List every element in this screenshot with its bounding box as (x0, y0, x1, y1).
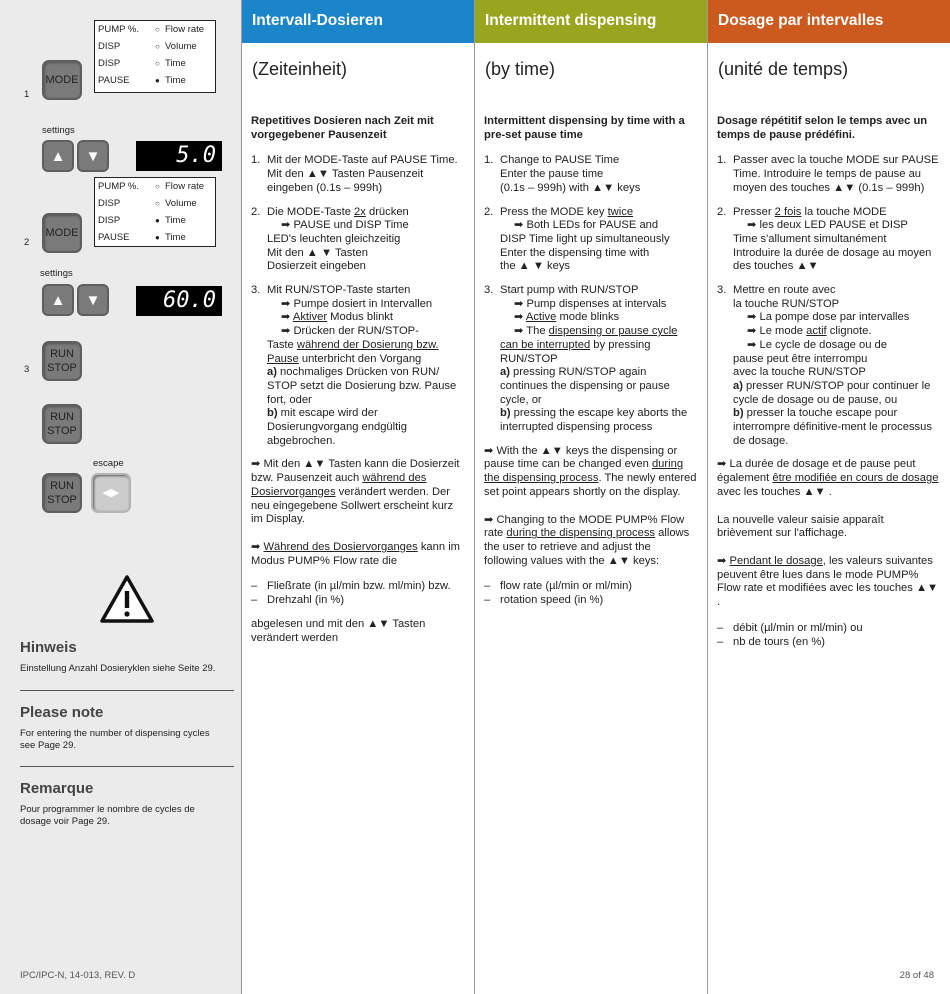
run-stop-button[interactable] (42, 473, 82, 513)
up-arrow-button[interactable] (42, 284, 74, 316)
settings-label: settings (42, 125, 75, 136)
paragraph-text-underlined: during the dispensing process (506, 527, 656, 540)
option-label: a) (267, 366, 277, 379)
step-text: Press the MODE key (500, 205, 608, 218)
option-label: a) (500, 366, 510, 379)
mode-button-label: MODE (45, 227, 79, 239)
step-line: ➡ Pumpe dosiert in Intervallen (281, 297, 433, 310)
step-text-underlined: während der Dosierung bzw. Pause (267, 338, 439, 365)
step-line: the ▲ ▼ keys (500, 260, 571, 273)
mode-value-label: Time (165, 215, 186, 226)
step-text: pressing the escape key aborts the interrupted dispensing process (500, 407, 688, 434)
step-line: Introduire la durée de dosage au moyen des touches ▲▼ (733, 246, 932, 273)
column-header: Intermittent dispensing (475, 0, 707, 43)
dash-list (717, 622, 940, 649)
mode-led-table-1 (94, 20, 216, 93)
step-text: drücken (365, 205, 409, 218)
paragraph-text: , les valeurs suivantes peuvent être lues dans le mode PUMP% Flow rate et modifiées avec les touches ▲▼ . (717, 554, 939, 609)
dash-item: – flow rate (µl/min or ml/min) (484, 580, 697, 594)
run-label: RUN (50, 348, 74, 360)
dash-list (484, 580, 697, 607)
step-line (500, 366, 697, 407)
step-text: presser RUN/STOP pour continuer le cycle de dosage ou de pause, ou (733, 379, 931, 406)
step-line: ➡ Le cycle de dosage ou de (747, 338, 887, 351)
lead-text: Intermittent dispensing by time with a pre-set pause time (484, 115, 685, 141)
step-line (500, 407, 697, 434)
step-number: 2. (251, 205, 261, 218)
column-english (475, 0, 708, 994)
run-stop-button-label (47, 479, 77, 507)
paragraph (251, 541, 464, 568)
page-number: 28 of 48 (899, 970, 934, 981)
sidebar (0, 0, 242, 994)
note-text-en: For entering the number of dispensing cycles see Page 29. (20, 728, 210, 751)
column-header: Dosage par intervalles (708, 0, 950, 43)
mode-row (95, 55, 215, 72)
step-list (251, 154, 464, 448)
step-line: la touche RUN/STOP (733, 297, 840, 310)
paragraph (717, 458, 940, 499)
step-item (717, 206, 940, 275)
led-icon: ○ (155, 199, 160, 208)
led-icon: ○ (155, 42, 160, 51)
mode-row (95, 229, 215, 246)
step-item (251, 206, 464, 275)
note-title-en: Please note (20, 704, 104, 721)
step-line: Enter the dispensing time with (500, 246, 650, 259)
step-line (500, 206, 697, 220)
column-body (475, 107, 707, 608)
step-text: Taste (267, 338, 297, 351)
settings-label: settings (40, 268, 73, 279)
column-header: Intervall-Dosieren (242, 0, 474, 43)
lead-text: Dosage répétitif selon le temps avec un temps de pause prédéfini. (717, 115, 928, 141)
step-text: Die MODE-Taste (267, 205, 355, 218)
step-line: (0.1s – 999h) with ▲▼ keys (500, 181, 641, 194)
step-text: ➡ The (514, 325, 549, 338)
paragraph (484, 445, 697, 500)
step-list (717, 154, 940, 448)
mode-row (95, 72, 215, 89)
down-arrow-icon: ▼ (85, 147, 101, 165)
mode-key-label: DISP (98, 198, 121, 209)
divider (20, 690, 234, 691)
paragraph-text-underlined: Während des Dosiervorganges (263, 540, 418, 553)
stop-label: STOP (47, 362, 77, 374)
mode-led-table-2 (94, 177, 216, 247)
step-line: ➡ PAUSE und DISP Time (281, 219, 409, 232)
mode-row (95, 195, 215, 212)
column-german (242, 0, 475, 994)
step-text-underlined: dispensing or pause cycle can be interrupted (500, 325, 678, 351)
paragraph (251, 458, 464, 527)
led-icon: ● (155, 216, 160, 225)
option-label: a) (733, 379, 743, 392)
step-text: Passer avec la touche MODE sur PAUSE Time. Introduire le temps de pause au moyen des touches ▲▼ (0.1s – 999h) (733, 154, 939, 194)
step-text: ➡ Le mode (747, 325, 807, 338)
mode-key-label: DISP (98, 41, 121, 52)
paragraph (717, 555, 940, 610)
paragraph: abgelesen und mit den ▲▼ Tasten verändert werden (251, 617, 426, 644)
step-text: nochmaliges Drücken von RUN/ STOP setzt die Dosierung bzw. Pause fort, oder (267, 366, 457, 406)
escape-label: escape (93, 458, 124, 469)
step-line: ➡ Both LEDs for PAUSE and (514, 219, 659, 232)
step-number: 2. (484, 205, 494, 218)
mode-value-label: Time (165, 58, 186, 69)
step-line: DISP Time light up simultaneously (500, 232, 670, 245)
step-item (484, 284, 697, 435)
mode-value-label: Flow rate (165, 181, 205, 192)
paragraph-text: allows the user to retrieve and adjust the following values with the ▲▼ keys: (484, 527, 690, 567)
step-line (500, 325, 697, 366)
value-display: 60.0 (136, 286, 222, 316)
step-line (733, 325, 940, 339)
step-text-underlined: 2x (354, 205, 366, 218)
up-arrow-icon: ▲ (50, 147, 66, 165)
paragraph-text-underlined: Pendant le dosage (729, 554, 823, 567)
stop-label: STOP (47, 425, 77, 437)
mode-value-label: Time (165, 232, 186, 243)
step-text: ➡ (514, 311, 526, 324)
step-text: mit escape wird der Dosierungvorgang endgültig abgebrochen. (267, 407, 407, 447)
escape-arrows-icon: ◀▶ (102, 487, 120, 499)
step-number: 1. (484, 154, 494, 167)
step-item (251, 284, 464, 448)
mode-button[interactable] (42, 60, 82, 100)
paragraph-text-underlined: während des Dosiervorganges (251, 472, 427, 498)
option-label: b) (267, 407, 278, 420)
value-display: 5.0 (136, 141, 222, 171)
divider (20, 766, 234, 767)
down-arrow-icon: ▼ (85, 291, 101, 309)
step-number: 3. (717, 284, 727, 297)
step-text-underlined: Aktiver (292, 311, 328, 324)
step-text-underlined: 2 fois (774, 205, 802, 218)
run-label: RUN (50, 411, 74, 423)
step-number: 1. (717, 154, 727, 167)
step-line: Time s'allument simultanément (733, 232, 887, 245)
step-item (717, 284, 940, 448)
paragraph-text: ➡ Mit den ▲▼ Tasten kann die Dosierzeit bzw. Pausenzeit auch (251, 458, 460, 485)
paragraph-text: ➡ (251, 540, 264, 553)
mode-row (95, 212, 215, 229)
mode-value-label: Time (165, 75, 186, 86)
warning-icon (100, 574, 154, 624)
step-item (717, 154, 940, 195)
paragraph-text: avec les touches ▲▼ . (717, 485, 832, 498)
step-line: ➡ La pompe dose par intervalles (747, 311, 910, 324)
paragraph-text: ➡ La durée de dosage et de pause peut également (717, 458, 916, 485)
paragraph-text: ➡ Changing to the MODE PUMP% Flow rate (484, 513, 685, 540)
step-number: 2. (717, 205, 727, 218)
column-subtitle: (unité de temps) (718, 59, 849, 79)
paragraph: La nouvelle valeur saisie apparaît brièvement sur l'affichage. (717, 513, 884, 540)
step-line: Start pump with RUN/STOP (500, 284, 639, 297)
run-label: RUN (50, 480, 74, 492)
step-line (267, 339, 464, 366)
step-text: presser la touche escape pour interrompre définitive-ment le processus de dosage. (733, 407, 932, 447)
mode-value-label: Flow rate (165, 24, 205, 35)
mode-row (95, 178, 215, 195)
dash-item: – débit (µl/min or ml/min) ou (717, 622, 940, 636)
run-stop-button[interactable] (42, 404, 82, 444)
mode-value-label: Volume (165, 41, 197, 52)
paragraph-text: ➡ (717, 554, 730, 567)
step-number: 1 (24, 89, 30, 100)
mode-button[interactable] (42, 213, 82, 253)
column-french (708, 0, 950, 994)
step-text: ➡ (281, 311, 293, 324)
led-icon: ○ (155, 182, 160, 191)
step-item (484, 206, 697, 275)
mode-row (95, 38, 215, 55)
down-arrow-button[interactable] (77, 140, 109, 172)
step-text-underlined: twice (607, 205, 634, 218)
step-text: unterbricht den Vorgang (298, 352, 422, 365)
column-subtitle: (by time) (485, 59, 556, 79)
paragraph-text: kann im Modus PUMP% Flow rate die (251, 540, 460, 567)
step-text: la touche MODE (801, 205, 887, 218)
step-line (267, 407, 464, 448)
step-text-underlined: Active (525, 311, 557, 324)
step-number: 1. (251, 154, 261, 167)
column-body (708, 107, 950, 649)
step-text: by pressing RUN/STOP (500, 338, 651, 365)
escape-button[interactable] (91, 473, 131, 513)
step-line: Change to PAUSE Time (500, 154, 620, 167)
step-line (267, 311, 464, 325)
step-line: avec la touche RUN/STOP (733, 366, 866, 379)
mode-key-label: DISP (98, 58, 121, 69)
dash-item: – Fließrate (in µl/min bzw. ml/min) bzw. (251, 580, 464, 594)
paragraph-text: . The newly entered set point appears shortly on the display. (484, 472, 697, 498)
step-number: 2 (24, 237, 30, 248)
step-line: Mettre en route avec (733, 284, 836, 297)
column-body (242, 107, 474, 645)
note-text-fr: Pour programmer le nombre de cycles de dosage voir Page 29. (20, 804, 195, 827)
led-icon: ○ (155, 25, 160, 34)
dash-item: – Drehzahl (in %) (251, 594, 464, 608)
note-text-de: Einstellung Anzahl Dosieryklen siehe Seite 29. (20, 663, 216, 674)
mode-key-label: PUMP %. (98, 181, 140, 192)
step-line (267, 366, 464, 407)
dash-item: – rotation speed (in %) (484, 594, 697, 608)
step-text: Presser (733, 205, 775, 218)
paragraph-text-underlined: être modifiée en cours de dosage (772, 472, 939, 485)
mode-key-label: PAUSE (98, 232, 130, 243)
run-stop-button-label (47, 410, 77, 438)
led-icon: ● (155, 76, 160, 85)
step-text: Mit der MODE-Taste auf PAUSE Time. Mit den ▲▼ Tasten Pausenzeit eingeben (0.1s – 999h) (267, 154, 458, 194)
step-line: pause peut être interrompu (733, 352, 868, 365)
step-text: clignote. (826, 325, 872, 338)
paragraph-text-underlined: during the dispensing process (484, 458, 684, 485)
step-line (267, 206, 464, 220)
step-item (251, 154, 464, 195)
mode-key-label: DISP (98, 215, 121, 226)
up-arrow-button[interactable] (42, 140, 74, 172)
paragraph (484, 514, 697, 569)
option-label: b) (500, 407, 511, 420)
step-line: LED's leuchten gleichzeitig (267, 232, 401, 245)
step-line (733, 206, 940, 220)
note-title-de: Hinweis (20, 639, 77, 656)
step-number: 3 (24, 364, 30, 375)
mode-row (95, 21, 215, 38)
column-subtitle: (Zeiteinheit) (252, 59, 348, 79)
stop-label: STOP (47, 494, 77, 506)
paragraph-text: ➡ With the ▲▼ keys the dispensing or pause time can be changed even (484, 444, 678, 471)
run-stop-button[interactable] (42, 341, 82, 381)
step-line (733, 380, 940, 407)
step-number: 3. (251, 284, 261, 297)
mode-key-label: PUMP %. (98, 24, 140, 35)
dash-item: – nb de tours (en %) (717, 636, 940, 650)
mode-button-label: MODE (45, 74, 79, 86)
mode-value-label: Volume (165, 198, 197, 209)
step-line: ➡ les deux LED PAUSE et DISP (747, 219, 908, 232)
step-line: Mit RUN/STOP-Taste starten (267, 284, 411, 297)
run-stop-button-label (47, 347, 77, 375)
step-list (484, 154, 697, 434)
dash-list (251, 580, 464, 607)
step-text: Modus blinkt (327, 311, 393, 324)
step-text: pressing RUN/STOP again continues the dispensing or pause cycle, or (500, 366, 670, 406)
led-icon: ○ (155, 59, 160, 68)
down-arrow-button[interactable] (77, 284, 109, 316)
step-item (484, 154, 697, 195)
led-icon: ● (155, 233, 160, 242)
lead-text: Repetitives Dosieren nach Zeit mit vorgegebener Pausenzeit (251, 115, 434, 141)
step-line: ➡ Pump dispenses at intervals (514, 297, 667, 310)
step-line: Enter the pause time (500, 168, 604, 181)
paragraph-text: verändert werden. Der neu eingegebene Sollwert erscheint kurz im Display. (251, 485, 454, 526)
step-line (500, 311, 697, 325)
document-reference: IPC/IPC-N, 14-013, REV. D (20, 970, 136, 981)
step-line: Mit den ▲ ▼ Tasten (267, 246, 368, 259)
option-label: b) (733, 407, 744, 420)
step-line: ➡ Drücken der RUN/STOP- (281, 325, 419, 338)
step-text: mode blinks (556, 311, 620, 324)
step-line: Dosierzeit eingeben (267, 260, 366, 273)
step-text-underlined: actif (806, 325, 827, 338)
note-title-fr: Remarque (20, 780, 94, 797)
up-arrow-icon: ▲ (50, 291, 66, 309)
step-number: 3. (484, 284, 494, 297)
mode-key-label: PAUSE (98, 75, 130, 86)
step-line (733, 407, 940, 448)
